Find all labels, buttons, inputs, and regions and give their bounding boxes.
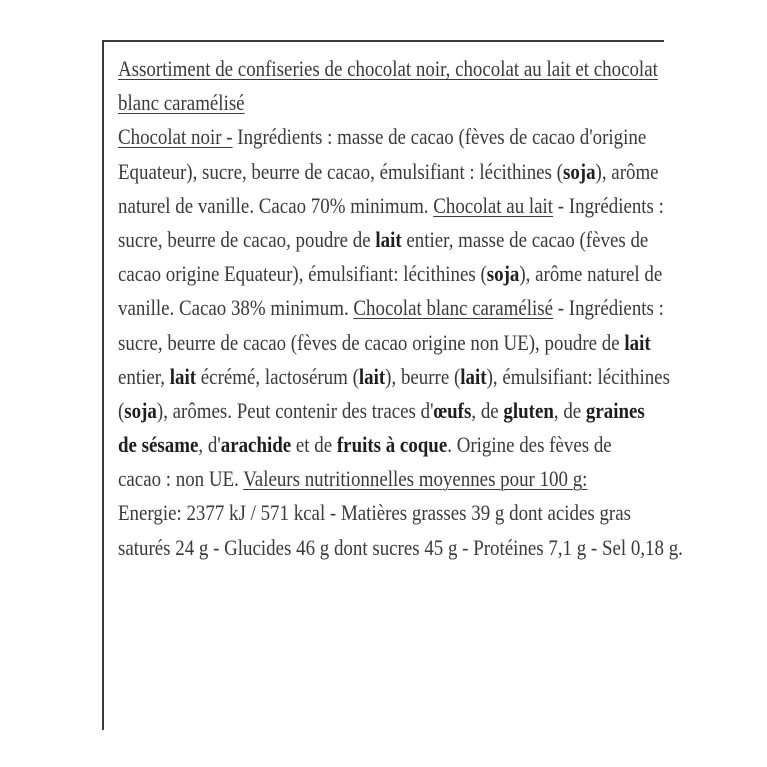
blanc-line-2: entier, lait écrémé, lactosérum (lait), beurre (lait), émulsifiant: lécithines — [118, 363, 670, 389]
noir-line-3: naturel de vanille. Cacao 70% minimum. Chocolat au lait - Ingrédients : — [118, 192, 664, 218]
allergen-graines: graines — [585, 397, 645, 423]
allergen-soja: soja — [562, 158, 596, 184]
allergen-lait: lait — [624, 329, 651, 355]
allergen-lait: lait — [460, 363, 487, 389]
ingredients-label — [118, 52, 683, 565]
allergen-gluten: gluten — [503, 397, 554, 423]
nutrition-line-1: Energie: 2377 kJ / 571 kcal - Matières grasses 39 g dont acides gras — [118, 500, 632, 526]
allergen-soja: soja — [124, 397, 157, 423]
title-line-1: Assortiment de confiseries de chocolat noir, chocolat au lait et chocolat — [118, 56, 658, 81]
noir-line-2: Equateur), sucre, beurre de cacao, émulsifiant : lécithines (soja), arôme — [118, 158, 659, 184]
allergen-lait: lait — [169, 363, 197, 389]
blanc-line-1: sucre, beurre de cacao (fèves de cacao origine non UE), poudre de lait — [118, 329, 651, 355]
nutrition-heading: Valeurs nutritionnelles moyennes pour 100 g: — [243, 466, 588, 492]
allergen-lait: lait — [358, 363, 386, 389]
lait-line-3: vanille. Cacao 38% minimum. Chocolat blanc caramélisé - Ingrédients : — [118, 295, 664, 321]
noir-line-1: Chocolat noir - Ingrédients : masse de cacao (fèves de cacao d'origine — [118, 124, 647, 150]
allergen-oeufs: œufs — [433, 397, 472, 423]
blanc-heading: Chocolat blanc caramélisé — [353, 295, 554, 321]
nutrition-line-2: saturés 24 g - Glucides 46 g dont sucres 45 g - Protéines 7,1 g - Sel 0,18 g. — [118, 534, 683, 560]
allergen-soja: soja — [486, 261, 520, 287]
blanc-line-4: de sésame, d'arachide et de fruits à coque. Origine des fèves de — [118, 432, 612, 458]
title-line-2: blanc caramélisé — [118, 90, 245, 116]
blanc-line-3: (soja), arômes. Peut contenir des traces d'œufs, de gluten, de graines — [118, 397, 645, 423]
allergen-sesame: de sésame — [118, 432, 199, 458]
allergen-arachide: arachide — [220, 432, 292, 458]
lait-heading: Chocolat au lait — [433, 192, 554, 218]
lait-line-2: cacao origine Equateur), émulsifiant: lécithines (soja), arôme naturel de — [118, 261, 663, 287]
allergen-lait: lait — [375, 226, 402, 252]
allergen-fruits-a-coque: fruits à coque — [336, 432, 448, 458]
blanc-line-5: cacao : non UE. Valeurs nutritionnelles moyennes pour 100 g: — [118, 466, 588, 492]
lait-line-1: sucre, beurre de cacao, poudre de lait entier, masse de cacao (fèves de — [118, 226, 649, 252]
noir-heading: Chocolat noir - — [118, 124, 233, 150]
